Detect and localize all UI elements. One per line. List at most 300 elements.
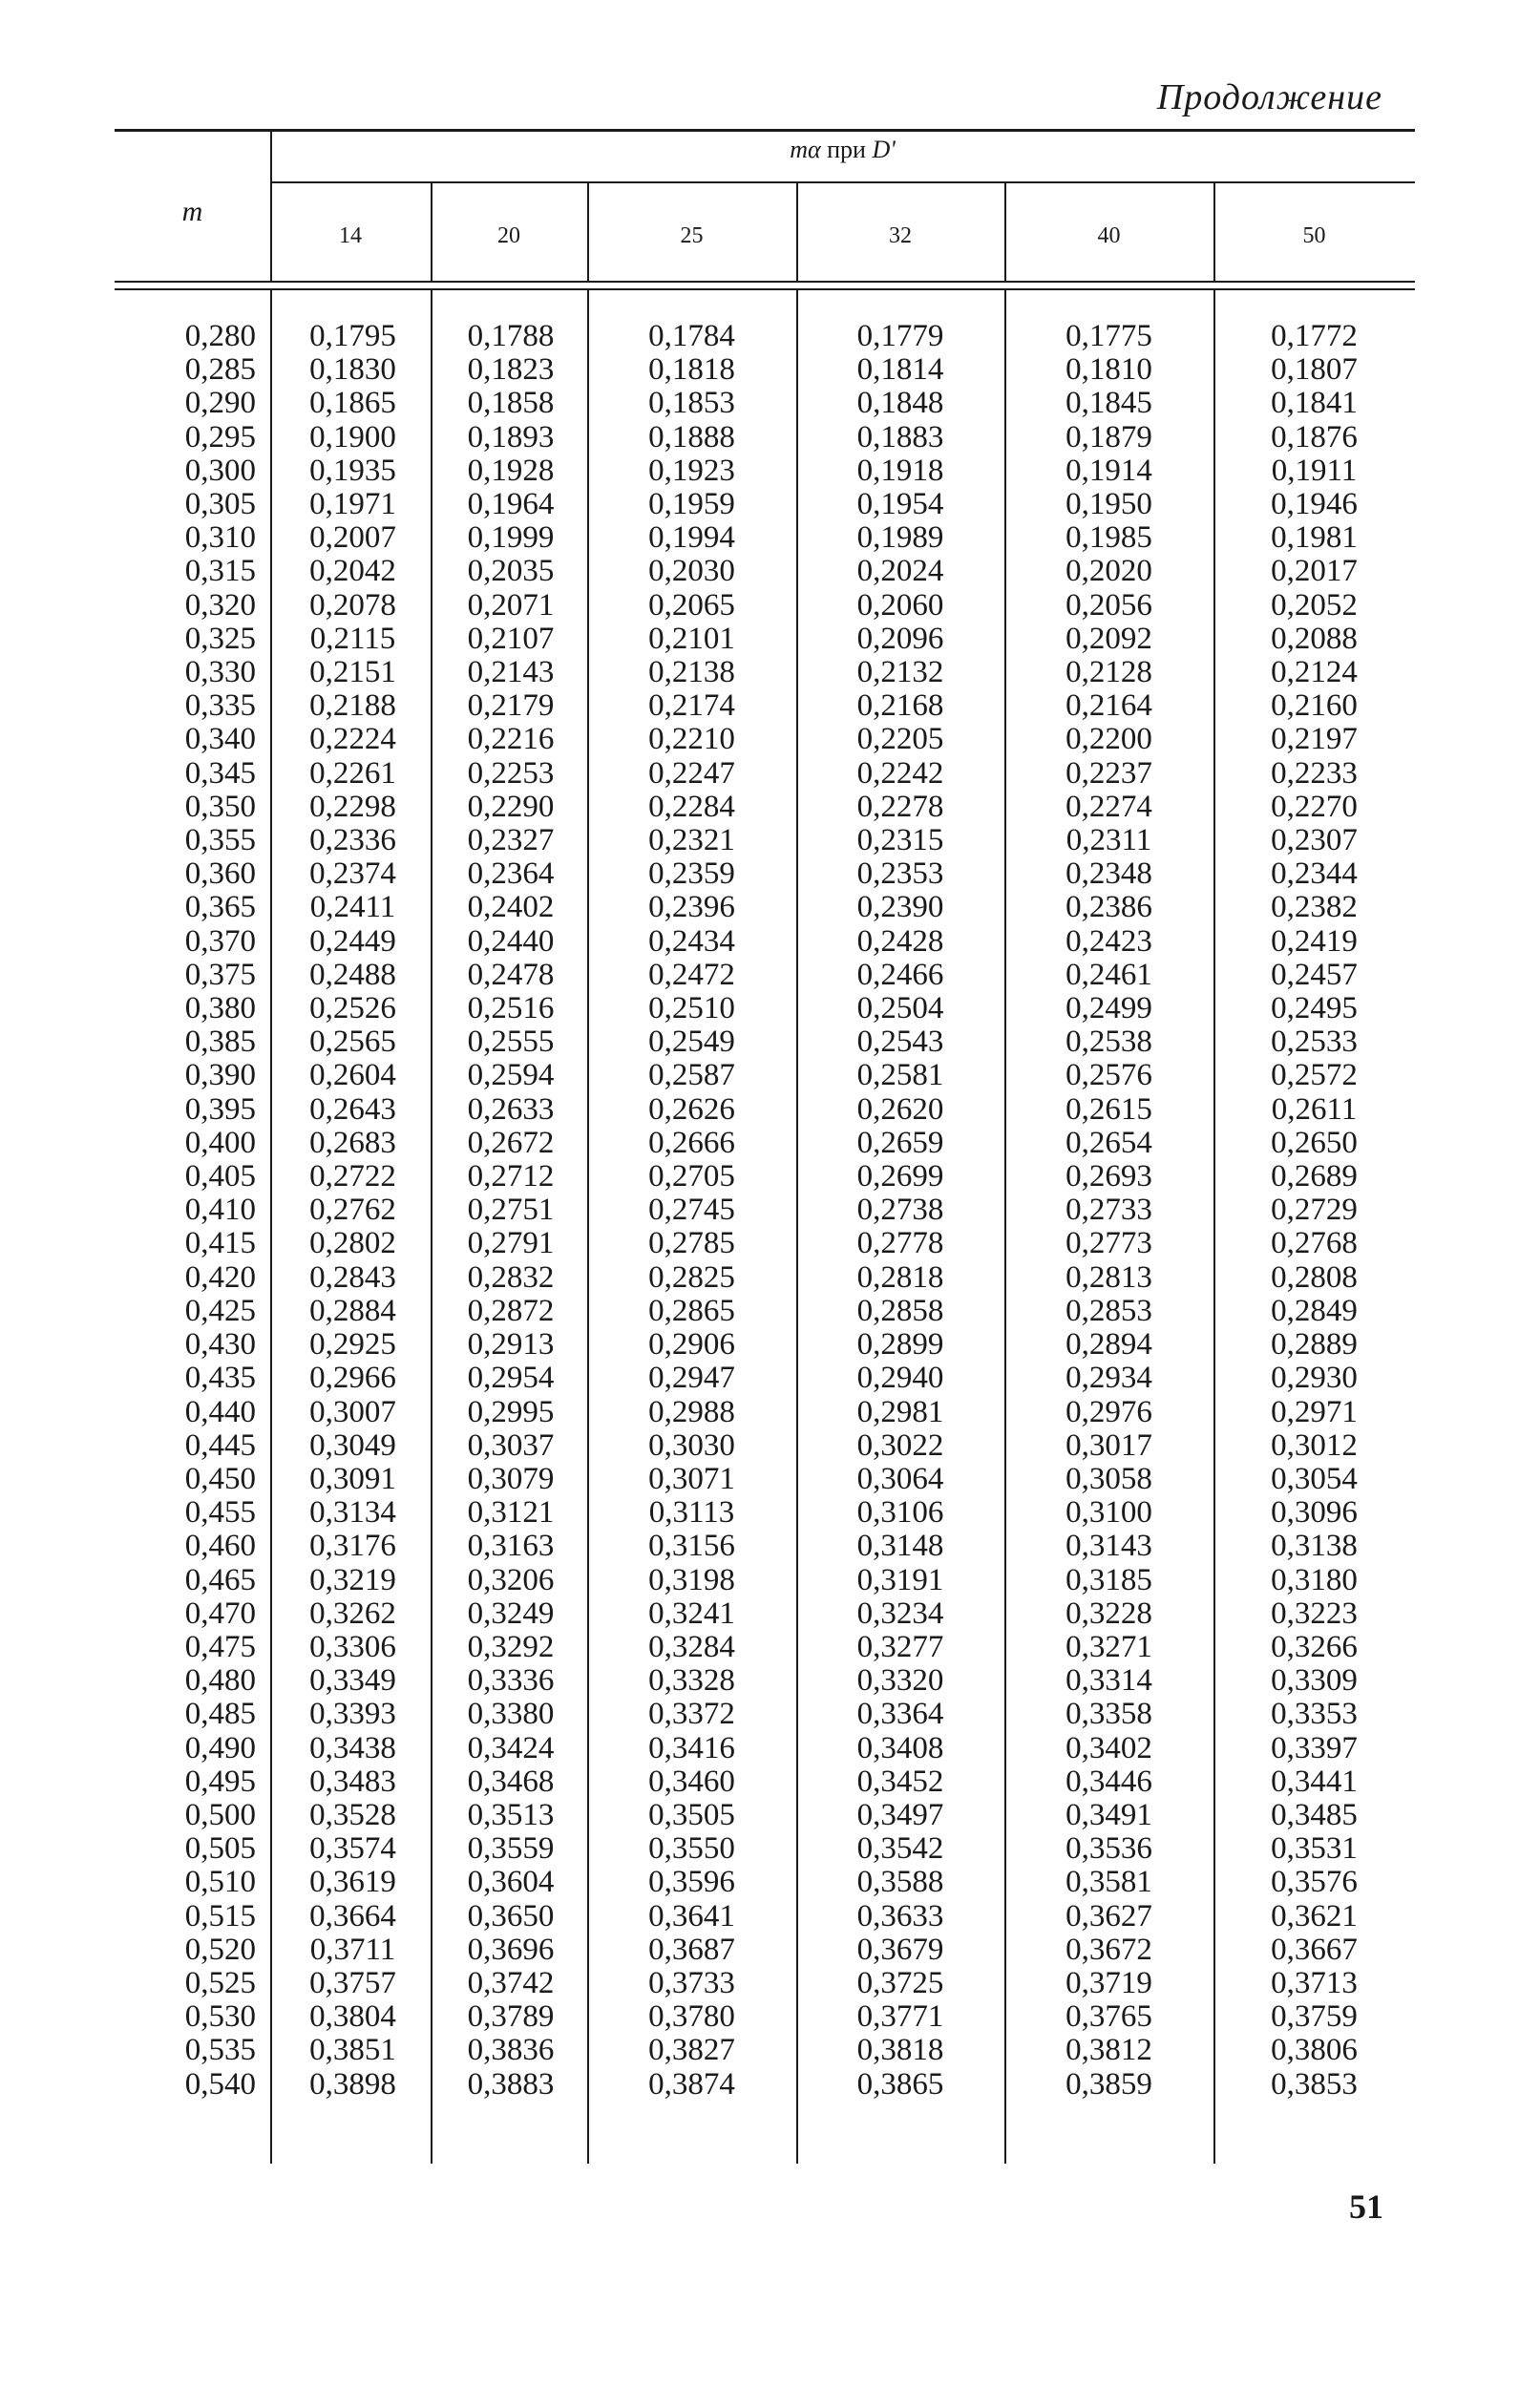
table-cell: 0,2745 bbox=[648, 1193, 735, 1228]
table-cell: 0,3113 bbox=[648, 1495, 735, 1531]
table-cell: 0,405 bbox=[184, 1159, 256, 1194]
table-cell: 0,2298 bbox=[309, 789, 396, 824]
m-column bbox=[115, 320, 256, 2102]
table-cell: 0,3198 bbox=[648, 1562, 735, 1597]
table-cell: 0,2307 bbox=[1271, 823, 1358, 858]
table-cell: 0,2773 bbox=[1065, 1226, 1152, 1261]
table-cell: 0,2024 bbox=[856, 554, 944, 589]
table-cell: 0,3836 bbox=[467, 2033, 555, 2068]
table-cell: 0,2565 bbox=[309, 1025, 396, 1060]
data-column-50 bbox=[1213, 320, 1415, 2102]
table-cell: 0,1784 bbox=[648, 319, 735, 353]
group-header-text: при bbox=[820, 136, 873, 163]
table-cell: 0,2659 bbox=[856, 1125, 944, 1160]
table-cell: 0,3619 bbox=[309, 1865, 396, 1900]
table-cell: 0,1858 bbox=[467, 386, 555, 421]
table-cell: 0,3576 bbox=[1271, 1865, 1358, 1900]
table-cell: 0,3491 bbox=[1065, 1797, 1152, 1832]
table-cell: 0,2683 bbox=[309, 1125, 396, 1160]
table-cell: 0,2526 bbox=[309, 991, 396, 1026]
table-cell: 0,2954 bbox=[467, 1361, 555, 1396]
table-cell: 0,345 bbox=[184, 755, 256, 791]
table-cell: 0,2078 bbox=[309, 587, 396, 623]
table-cell: 0,2971 bbox=[1271, 1394, 1358, 1429]
table-cell: 0,3138 bbox=[1271, 1529, 1358, 1564]
table-cell: 0,2419 bbox=[1271, 923, 1358, 959]
table-cell: 0,3397 bbox=[1271, 1730, 1358, 1765]
table-cell: 0,2722 bbox=[309, 1159, 396, 1194]
table-cell: 0,2572 bbox=[1271, 1058, 1358, 1093]
table-cell: 0,3424 bbox=[467, 1730, 555, 1765]
table-cell: 0,420 bbox=[184, 1259, 256, 1295]
table-cell: 0,2396 bbox=[648, 890, 735, 925]
table-cell: 0,390 bbox=[184, 1058, 256, 1093]
table-cell: 0,2672 bbox=[467, 1125, 555, 1160]
table-cell: 0,2327 bbox=[467, 823, 555, 858]
table-cell: 0,2210 bbox=[648, 722, 735, 757]
table-cell: 0,2390 bbox=[856, 890, 944, 925]
table-cell: 0,3711 bbox=[309, 1932, 396, 1967]
table-cell: 0,410 bbox=[184, 1193, 256, 1228]
table-cell: 0,3604 bbox=[467, 1865, 555, 1900]
table-cell: 0,3096 bbox=[1271, 1495, 1358, 1531]
table-cell: 0,3789 bbox=[467, 1999, 555, 2035]
table-cell: 0,2853 bbox=[1065, 1293, 1152, 1328]
data-column-20 bbox=[434, 320, 587, 2102]
table-cell: 0,2738 bbox=[856, 1193, 944, 1228]
table-cell: 0,3853 bbox=[1271, 2066, 1358, 2102]
table-cell: 0,3438 bbox=[309, 1730, 396, 1765]
table-cell: 0,2386 bbox=[1065, 890, 1152, 925]
data-column-14 bbox=[275, 320, 431, 2102]
table-cell: 0,2802 bbox=[309, 1226, 396, 1261]
table-cell: 0,2791 bbox=[467, 1226, 555, 1261]
table-cell: 0,2261 bbox=[309, 755, 396, 791]
table-cell: 0,2311 bbox=[1065, 823, 1152, 858]
table-cell: 0,360 bbox=[184, 856, 256, 892]
table-cell: 0,2858 bbox=[856, 1293, 944, 1328]
table-cell: 0,2488 bbox=[309, 957, 396, 992]
table-cell: 0,3284 bbox=[648, 1629, 735, 1664]
table-cell: 0,2699 bbox=[856, 1159, 944, 1194]
table-cell: 0,455 bbox=[184, 1495, 256, 1531]
table-cell: 0,340 bbox=[184, 722, 256, 757]
table-cell: 0,3234 bbox=[856, 1596, 944, 1631]
table-cell: 0,2555 bbox=[467, 1025, 555, 1060]
table-cell: 0,3581 bbox=[1065, 1865, 1152, 1900]
table-cell: 0,425 bbox=[184, 1293, 256, 1328]
table-cell: 0,3249 bbox=[467, 1596, 555, 1631]
table-cell: 0,3452 bbox=[856, 1764, 944, 1799]
table-cell: 0,2666 bbox=[648, 1125, 735, 1160]
table-cell: 0,515 bbox=[184, 1898, 256, 1934]
table-cell: 0,3672 bbox=[1065, 1932, 1152, 1967]
table-cell: 0,3574 bbox=[309, 1831, 396, 1867]
table-cell: 0,3804 bbox=[309, 1999, 396, 2035]
table-cell: 0,1994 bbox=[648, 520, 735, 556]
table-cell: 0,2516 bbox=[467, 991, 555, 1026]
table-cell: 0,1999 bbox=[467, 520, 555, 556]
table-cell: 0,370 bbox=[184, 923, 256, 959]
table-cell: 0,3812 bbox=[1065, 2033, 1152, 2068]
data-column-32 bbox=[796, 320, 1004, 2102]
table-cell: 0,3536 bbox=[1065, 1831, 1152, 1867]
table-cell: 0,2934 bbox=[1065, 1361, 1152, 1396]
table-cell: 0,3757 bbox=[309, 1965, 396, 2000]
table-cell: 0,3349 bbox=[309, 1663, 396, 1699]
table-cell: 0,2615 bbox=[1065, 1091, 1152, 1127]
table-cell: 0,2947 bbox=[648, 1361, 735, 1396]
table-cell: 0,1918 bbox=[856, 453, 944, 488]
table-cell: 0,2237 bbox=[1065, 755, 1152, 791]
table-cell: 0,3733 bbox=[648, 1965, 735, 2000]
table-cell: 0,3742 bbox=[467, 1965, 555, 2000]
table-cell: 0,1985 bbox=[1065, 520, 1152, 556]
table-cell: 0,460 bbox=[184, 1529, 256, 1564]
table-cell: 0,2088 bbox=[1271, 621, 1358, 656]
table-cell: 0,1848 bbox=[856, 386, 944, 421]
group-header bbox=[270, 136, 1415, 164]
table-cell: 0,3358 bbox=[1065, 1697, 1152, 1732]
table-cell: 0,3054 bbox=[1271, 1461, 1358, 1496]
table-cell: 0,3143 bbox=[1065, 1529, 1152, 1564]
table-cell: 0,2107 bbox=[467, 621, 555, 656]
table-cell: 0,3206 bbox=[467, 1562, 555, 1597]
table-cell: 0,1911 bbox=[1271, 453, 1358, 488]
table-cell: 0,3898 bbox=[309, 2066, 396, 2102]
group-header-variable: mα bbox=[790, 136, 821, 163]
table-cell: 0,2353 bbox=[856, 856, 944, 892]
table-cell: 0,2042 bbox=[309, 554, 396, 589]
table-cell: 0,2587 bbox=[648, 1058, 735, 1093]
table-cell: 0,2242 bbox=[856, 755, 944, 791]
table-cell: 0,2549 bbox=[648, 1025, 735, 1060]
column-header-14: 14 bbox=[339, 223, 362, 248]
table-cell: 0,495 bbox=[184, 1764, 256, 1799]
table-cell: 0,2733 bbox=[1065, 1193, 1152, 1228]
table-cell: 0,315 bbox=[184, 554, 256, 589]
table-cell: 0,3497 bbox=[856, 1797, 944, 1832]
table-cell: 0,2611 bbox=[1271, 1091, 1358, 1127]
data-column-25 bbox=[587, 320, 796, 2102]
table-cell: 0,2278 bbox=[856, 789, 944, 824]
table-cell: 0,1876 bbox=[1271, 419, 1358, 454]
table-cell: 0,2030 bbox=[648, 554, 735, 589]
table-cell: 0,2143 bbox=[467, 655, 555, 690]
table-cell: 0,2894 bbox=[1065, 1327, 1152, 1363]
table-cell: 0,2321 bbox=[648, 823, 735, 858]
table-cell: 0,3650 bbox=[467, 1898, 555, 1934]
table-cell: 0,1810 bbox=[1065, 352, 1152, 388]
table-cell: 0,2428 bbox=[856, 923, 944, 959]
table-cell: 0,3271 bbox=[1065, 1629, 1152, 1664]
table-cell: 0,3851 bbox=[309, 2033, 396, 2068]
table-top-rule bbox=[115, 129, 1415, 132]
table-cell: 0,2751 bbox=[467, 1193, 555, 1228]
table-cell: 0,2594 bbox=[467, 1058, 555, 1093]
continuation-label: Продолжение bbox=[1156, 77, 1382, 117]
table-cell: 0,3483 bbox=[309, 1764, 396, 1799]
table-cell: 0,3528 bbox=[309, 1797, 396, 1832]
table-cell: 0,2132 bbox=[856, 655, 944, 690]
table-cell: 0,3460 bbox=[648, 1764, 735, 1799]
stub-header: m bbox=[181, 196, 203, 227]
table-cell: 0,1853 bbox=[648, 386, 735, 421]
table-cell: 0,3121 bbox=[467, 1495, 555, 1531]
table-cell: 0,450 bbox=[184, 1461, 256, 1496]
table-cell: 0,2197 bbox=[1271, 722, 1358, 757]
table-cell: 0,350 bbox=[184, 789, 256, 824]
table-cell: 0,3309 bbox=[1271, 1663, 1358, 1699]
table-cell: 0,3306 bbox=[309, 1629, 396, 1664]
table-cell: 0,2359 bbox=[648, 856, 735, 892]
table-cell: 0,3393 bbox=[309, 1697, 396, 1732]
table-cell: 0,2940 bbox=[856, 1361, 944, 1396]
table-cell: 0,3071 bbox=[648, 1461, 735, 1496]
table-cell: 0,1845 bbox=[1065, 386, 1152, 421]
table-cell: 0,2017 bbox=[1271, 554, 1358, 589]
table-cell: 0,1830 bbox=[309, 352, 396, 388]
table-cell: 0,2995 bbox=[467, 1394, 555, 1429]
table-cell: 0,3664 bbox=[309, 1898, 396, 1934]
table-cell: 0,3485 bbox=[1271, 1797, 1358, 1832]
table-cell: 0,440 bbox=[184, 1394, 256, 1429]
group-header-parameter: D' bbox=[872, 136, 896, 163]
table-cell: 0,2336 bbox=[309, 823, 396, 858]
table-cell: 0,3859 bbox=[1065, 2066, 1152, 2102]
table-cell: 0,2925 bbox=[309, 1327, 396, 1363]
table-cell: 0,2832 bbox=[467, 1259, 555, 1295]
table-cell: 0,2461 bbox=[1065, 957, 1152, 992]
table-cell: 0,385 bbox=[184, 1025, 256, 1060]
table-cell: 0,1989 bbox=[856, 520, 944, 556]
table-cell: 0,3416 bbox=[648, 1730, 735, 1765]
table-cell: 0,520 bbox=[184, 1932, 256, 1967]
table-cell: 0,3134 bbox=[309, 1495, 396, 1531]
table-cell: 0,3883 bbox=[467, 2066, 555, 2102]
table-cell: 0,465 bbox=[184, 1562, 256, 1597]
table-cell: 0,2205 bbox=[856, 722, 944, 757]
table-cell: 0,3328 bbox=[648, 1663, 735, 1699]
table-cell: 0,2504 bbox=[856, 991, 944, 1026]
table-cell: 0,2689 bbox=[1271, 1159, 1358, 1194]
table-cell: 0,2128 bbox=[1065, 655, 1152, 690]
table-cell: 0,2374 bbox=[309, 856, 396, 892]
table-cell: 0,3531 bbox=[1271, 1831, 1358, 1867]
table-cell: 0,3353 bbox=[1271, 1697, 1358, 1732]
table-cell: 0,1950 bbox=[1065, 487, 1152, 522]
table-cell: 0,2620 bbox=[856, 1091, 944, 1127]
table-cell: 0,2188 bbox=[309, 688, 396, 724]
table-cell: 0,3058 bbox=[1065, 1461, 1152, 1496]
table-cell: 0,2808 bbox=[1271, 1259, 1358, 1295]
table-cell: 0,2007 bbox=[309, 520, 396, 556]
table-cell: 0,2274 bbox=[1065, 789, 1152, 824]
column-header-40: 40 bbox=[1097, 223, 1121, 248]
table-cell: 0,3262 bbox=[309, 1596, 396, 1631]
table-cell: 0,2440 bbox=[467, 923, 555, 959]
table-cell: 0,505 bbox=[184, 1831, 256, 1867]
table-cell: 0,2138 bbox=[648, 655, 735, 690]
table-cell: 0,2693 bbox=[1065, 1159, 1152, 1194]
table-cell: 0,2466 bbox=[856, 957, 944, 992]
table-cell: 0,500 bbox=[184, 1797, 256, 1832]
column-divider bbox=[431, 290, 432, 2164]
table-cell: 0,3091 bbox=[309, 1461, 396, 1496]
table-cell: 0,1865 bbox=[309, 386, 396, 421]
table-cell: 0,3505 bbox=[648, 1797, 735, 1832]
column-header-25: 25 bbox=[680, 223, 704, 248]
table-cell: 0,3641 bbox=[648, 1898, 735, 1934]
table-cell: 0,1795 bbox=[309, 319, 396, 353]
table-cell: 0,2818 bbox=[856, 1259, 944, 1295]
table-cell: 0,2124 bbox=[1271, 655, 1358, 690]
table-cell: 0,3687 bbox=[648, 1932, 735, 1967]
table-cell: 0,2604 bbox=[309, 1058, 396, 1093]
table-cell: 0,2200 bbox=[1065, 722, 1152, 757]
table-cell: 0,365 bbox=[184, 890, 256, 925]
table-cell: 0,355 bbox=[184, 823, 256, 858]
table-cell: 0,475 bbox=[184, 1629, 256, 1664]
table-cell: 0,2151 bbox=[309, 655, 396, 690]
table-cell: 0,3292 bbox=[467, 1629, 555, 1664]
table-cell: 0,300 bbox=[184, 453, 256, 488]
table-cell: 0,3106 bbox=[856, 1495, 944, 1531]
table-cell: 0,540 bbox=[184, 2066, 256, 2102]
table-cell: 0,2643 bbox=[309, 1091, 396, 1127]
table-cell: 0,3241 bbox=[648, 1596, 735, 1631]
table-cell: 0,3759 bbox=[1271, 1999, 1358, 2035]
table-cell: 0,3185 bbox=[1065, 1562, 1152, 1597]
table-cell: 0,2052 bbox=[1271, 587, 1358, 623]
table-cell: 0,3320 bbox=[856, 1663, 944, 1699]
table-cell: 0,2290 bbox=[467, 789, 555, 824]
table-cell: 0,2654 bbox=[1065, 1125, 1152, 1160]
table-cell: 0,2224 bbox=[309, 722, 396, 757]
table-cell: 0,2168 bbox=[856, 688, 944, 724]
table-cell: 0,295 bbox=[184, 419, 256, 454]
table-cell: 0,2065 bbox=[648, 587, 735, 623]
table-cell: 0,3180 bbox=[1271, 1562, 1358, 1597]
table-cell: 0,3596 bbox=[648, 1865, 735, 1900]
table-cell: 0,2778 bbox=[856, 1226, 944, 1261]
table-cell: 0,3148 bbox=[856, 1529, 944, 1564]
table-cell: 0,470 bbox=[184, 1596, 256, 1631]
table-cell: 0,530 bbox=[184, 1999, 256, 2035]
table-cell: 0,3550 bbox=[648, 1831, 735, 1867]
table-cell: 0,510 bbox=[184, 1865, 256, 1900]
table-cell: 0,2092 bbox=[1065, 621, 1152, 656]
table-cell: 0,2495 bbox=[1271, 991, 1358, 1026]
table-cell: 0,2930 bbox=[1271, 1361, 1358, 1396]
table-cell: 0,3588 bbox=[856, 1865, 944, 1900]
table-cell: 0,415 bbox=[184, 1226, 256, 1261]
table-cell: 0,2813 bbox=[1065, 1259, 1152, 1295]
table-cell: 0,525 bbox=[184, 1965, 256, 2000]
table-cell: 0,480 bbox=[184, 1663, 256, 1699]
table-cell: 0,3559 bbox=[467, 1831, 555, 1867]
table-cell: 0,2284 bbox=[648, 789, 735, 824]
table-cell: 0,2499 bbox=[1065, 991, 1152, 1026]
table-cell: 0,1823 bbox=[467, 352, 555, 388]
table-cell: 0,2472 bbox=[648, 957, 735, 992]
table-cell: 0,3408 bbox=[856, 1730, 944, 1765]
table-cell: 0,2101 bbox=[648, 621, 735, 656]
table-cell: 0,1807 bbox=[1271, 352, 1358, 388]
table-cell: 0,335 bbox=[184, 688, 256, 724]
table-cell: 0,2020 bbox=[1065, 554, 1152, 589]
table-cell: 0,535 bbox=[184, 2033, 256, 2068]
table-cell: 0,3725 bbox=[856, 1965, 944, 2000]
table-cell: 0,2247 bbox=[648, 755, 735, 791]
table-cell: 0,2344 bbox=[1271, 856, 1358, 892]
table-cell: 0,380 bbox=[184, 991, 256, 1026]
table-cell: 0,2825 bbox=[648, 1259, 735, 1295]
page-number: 51 bbox=[1349, 2187, 1383, 2226]
table-cell: 0,1893 bbox=[467, 419, 555, 454]
table-cell: 0,3156 bbox=[648, 1529, 735, 1564]
table-cell: 0,2705 bbox=[648, 1159, 735, 1194]
table-cell: 0,430 bbox=[184, 1327, 256, 1363]
table-cell: 0,3468 bbox=[467, 1764, 555, 1799]
table-cell: 0,375 bbox=[184, 957, 256, 992]
table-cell: 0,3679 bbox=[856, 1932, 944, 1967]
table-cell: 0,2164 bbox=[1065, 688, 1152, 724]
table-cell: 0,280 bbox=[184, 319, 256, 353]
table-cell: 0,2899 bbox=[856, 1327, 944, 1363]
table-cell: 0,2056 bbox=[1065, 587, 1152, 623]
table-cell: 0,2906 bbox=[648, 1327, 735, 1363]
table-cell: 0,1971 bbox=[309, 487, 396, 522]
table-cell: 0,1788 bbox=[467, 319, 555, 353]
table-cell: 0,325 bbox=[184, 621, 256, 656]
table-cell: 0,395 bbox=[184, 1091, 256, 1127]
table-cell: 0,2762 bbox=[309, 1193, 396, 1228]
table-cell: 0,2478 bbox=[467, 957, 555, 992]
table-cell: 0,2533 bbox=[1271, 1025, 1358, 1060]
table-cell: 0,2872 bbox=[467, 1293, 555, 1328]
table-cell: 0,2768 bbox=[1271, 1226, 1358, 1261]
table-cell: 0,2179 bbox=[467, 688, 555, 724]
table-cell: 0,2988 bbox=[648, 1394, 735, 1429]
table-cell: 0,485 bbox=[184, 1697, 256, 1732]
table-cell: 0,3827 bbox=[648, 2033, 735, 2068]
table-cell: 0,1900 bbox=[309, 419, 396, 454]
table-cell: 0,2981 bbox=[856, 1394, 944, 1429]
data-column-40 bbox=[1004, 320, 1213, 2102]
table-cell: 0,2434 bbox=[648, 923, 735, 959]
table-cell: 0,310 bbox=[184, 520, 256, 556]
table-cell: 0,3719 bbox=[1065, 1965, 1152, 2000]
table-cell: 0,3266 bbox=[1271, 1629, 1358, 1664]
table-cell: 0,3049 bbox=[309, 1427, 396, 1463]
table-cell: 0,3633 bbox=[856, 1898, 944, 1934]
column-header-50: 50 bbox=[1302, 223, 1326, 248]
column-divider bbox=[270, 290, 272, 2164]
table-cell: 0,3176 bbox=[309, 1529, 396, 1564]
table-cell: 0,1883 bbox=[856, 419, 944, 454]
table-cell: 0,290 bbox=[184, 386, 256, 421]
table-cell: 0,445 bbox=[184, 1427, 256, 1463]
table-cell: 0,2626 bbox=[648, 1091, 735, 1127]
table-cell: 0,2785 bbox=[648, 1226, 735, 1261]
table-cell: 0,1818 bbox=[648, 352, 735, 388]
table-cell: 0,1779 bbox=[856, 319, 944, 353]
table-cell: 0,2348 bbox=[1065, 856, 1152, 892]
table-cell: 0,3364 bbox=[856, 1697, 944, 1732]
table-cell: 0,2865 bbox=[648, 1293, 735, 1328]
header-bottom-rule bbox=[115, 281, 1415, 283]
